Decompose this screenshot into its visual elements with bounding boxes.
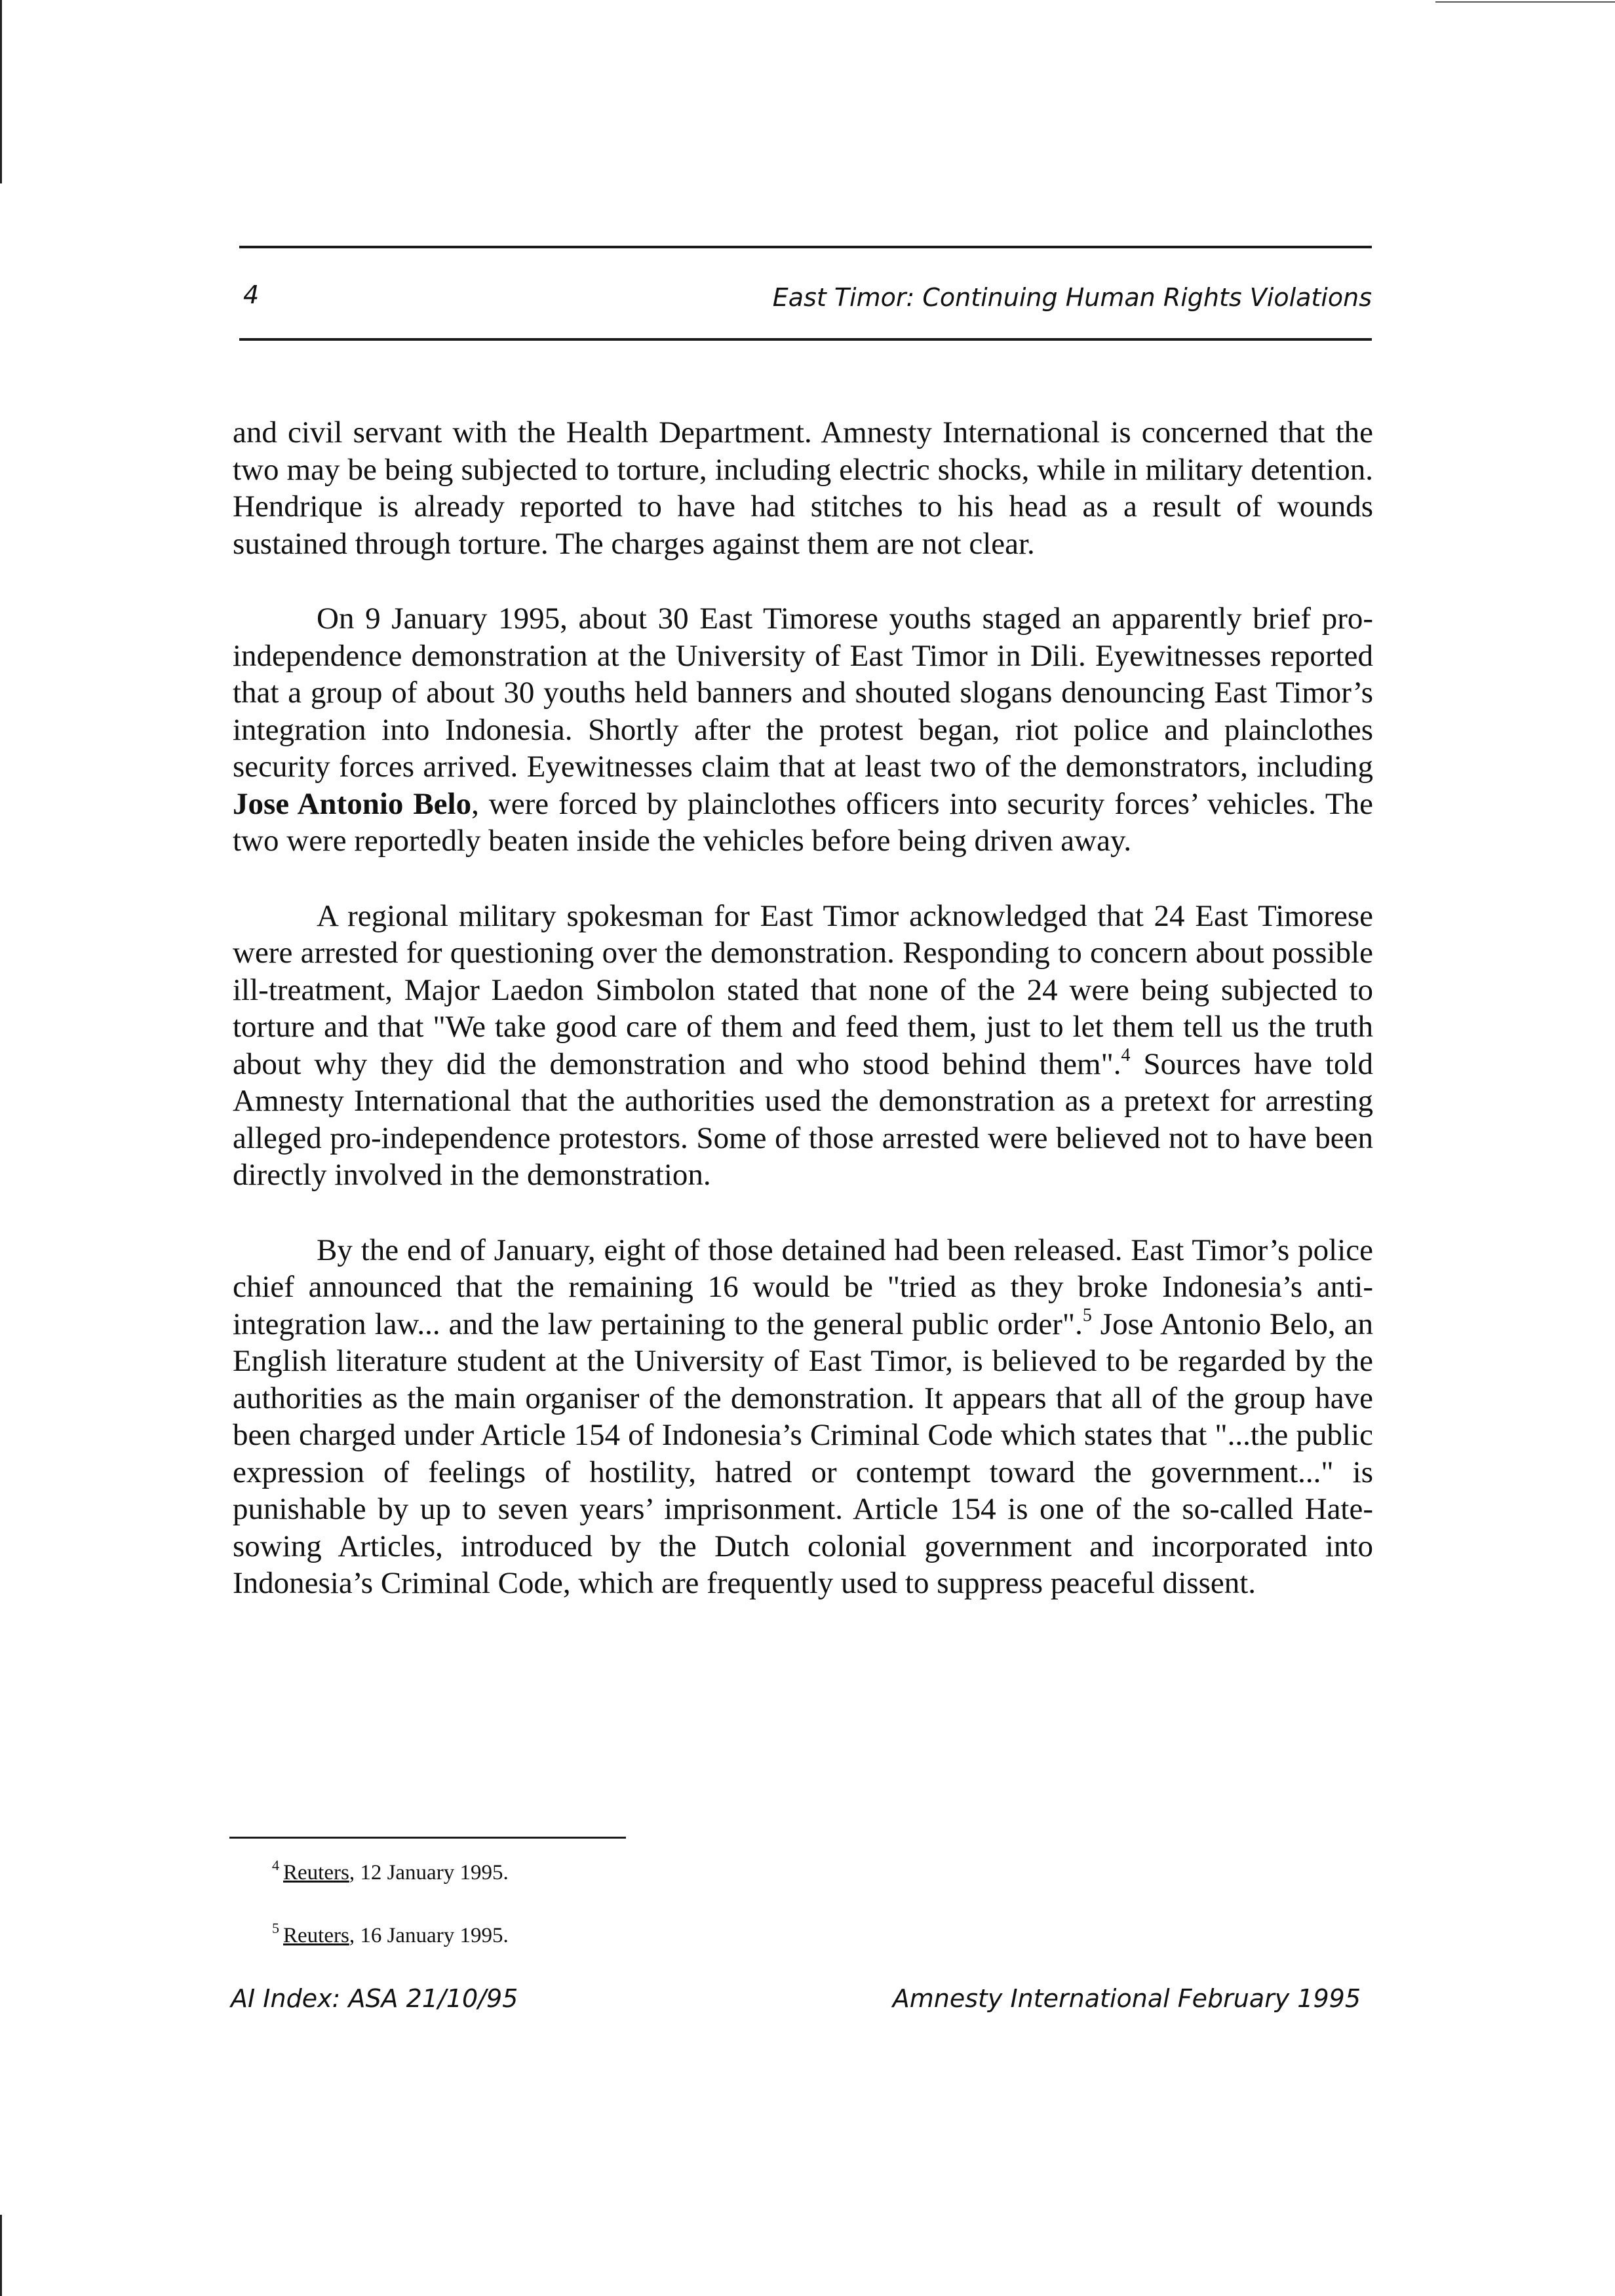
paragraph-text: On 9 January 1995, about 30 East Timorese youths staged an apparently brief pro-independence demonstration at the University of East Timor in Dili. Eyewitnesses reported that a group of about 30 youths held banners and shouted slogans denouncing East Timor’s integration into Indonesia. Shortly after the protest began, riot police and plainclothes security forces arrived. Eyewitnesses claim that at least two of the demonstrators, including xyxy=(233,602,1373,784)
paragraph xyxy=(233,414,1373,562)
footnote-number: 5 xyxy=(272,1920,279,1936)
page-header xyxy=(239,275,1372,315)
scan-edge xyxy=(1435,1,1615,3)
paragraph-text: , were forced by plainclothes officers into security forces’ vehicles. The two were reportedly beaten inside the vehicles before being driven away. xyxy=(233,786,1373,858)
footnote xyxy=(272,1920,509,1949)
body-text xyxy=(233,414,1373,1640)
scan-edge xyxy=(0,2215,2,2296)
footnote-rule xyxy=(229,1837,626,1839)
paragraph-text: By the end of January, eight of those detained had been released. East Timor’s police chief announced that the remaining 16 would be "tried as they broke Indonesia’s anti-integration law... and the law pertaining to the general public order". xyxy=(233,1233,1373,1341)
footnote-date: , 16 January 1995. xyxy=(349,1924,509,1947)
paragraph xyxy=(233,1232,1373,1602)
footnote-number: 4 xyxy=(272,1857,279,1873)
footnote-ref: 4 xyxy=(1121,1044,1131,1065)
footnote xyxy=(272,1857,509,1886)
publisher-date: Amnesty International February 1995 xyxy=(892,1984,1361,2013)
page-number: 4 xyxy=(243,280,260,309)
scan-edge xyxy=(0,0,2,183)
ai-index: AI Index: ASA 21/10/95 xyxy=(231,1984,518,2013)
footnote-source: Reuters xyxy=(283,1861,349,1885)
running-title: East Timor: Continuing Human Rights Violations xyxy=(772,283,1372,312)
detainee-name: Jose Antonio Belo xyxy=(233,786,472,821)
paragraph xyxy=(233,898,1373,1194)
footnote-source: Reuters xyxy=(283,1924,349,1947)
paragraph-text: and civil servant with the Health Department. Amnesty International is concerned that the two may be being subjected to torture, including electric shocks, while in military detention. Hendrique is already reported to have had stitches to his head as a result of wounds sustained through torture. The charges against them are not clear. xyxy=(233,415,1373,561)
header-bottom-rule xyxy=(239,338,1372,341)
paragraph-text: A regional military spokesman for East Timor acknowledged that 24 East Timorese were arrested for questioning over the demonstration. Responding to concern about possible ill-treatment, Major Laedon Simbolon stated that none of the 24 were being subjected to torture and that "We take good care of them and feed them, just to let them tell us the truth about why they did the demonstration and who stood behind them". xyxy=(233,898,1373,1081)
paragraph-text: Sources have told Amnesty International that the authorities used the demonstration as a pretext for arresting alleged pro-independence protestors. Some of those arrested were believed not to have been directly involved in the demonstration. xyxy=(233,1046,1374,1192)
footnote-ref: 5 xyxy=(1082,1305,1092,1326)
footnote-date: , 12 January 1995. xyxy=(349,1861,509,1885)
paragraph xyxy=(233,600,1373,860)
paragraph-text: Jose Antonio Belo, an English literature student at the University of East Timor, is believed to be regarded by the authorities as the main organiser of the demonstration. It appears that all of the group have been charged under Article 154 of Indonesia’s Criminal Code which states that "...the public expression of feelings of hostility, hatred or contempt toward the government..." is punishable by up to seven years’ imprisonment. Article 154 is one of the so-called Hate-sowing Articles, introduced by the Dutch colonial government and incorporated into Indonesia’s Criminal Code, which are frequently used to suppress peaceful dissent. xyxy=(233,1307,1373,1600)
header-top-rule xyxy=(239,246,1372,248)
